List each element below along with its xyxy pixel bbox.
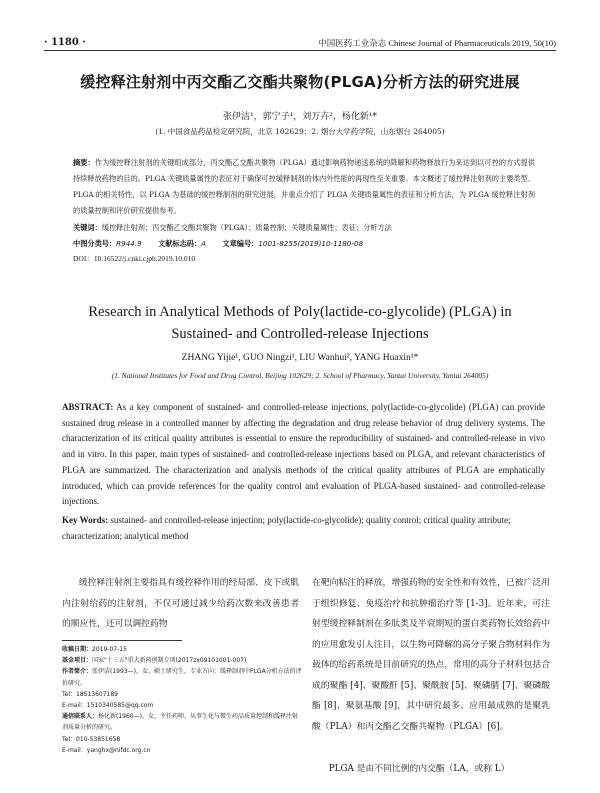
author-tel: Tel：18513607189 [62,690,118,698]
affiliation-english: (1. National Institutes for Food and Drug Control, Beijing 102629; 2. School of Pharmacy, Yantai University, Yantai 264005) [111,371,489,380]
page-number: · 1180 · [44,37,86,48]
doi: DOI：10.16522/j.cnki.cjph.2019.10.010 [73,254,196,263]
fund-text: 国家"十三五"重大新药创制专项(2017zx09101001-007) [92,657,247,665]
author-bio-label: 作者简介： [62,668,93,676]
body-right-next-paragraph: PLGA 是由不同比例的内交酯（LA，或称 L） [328,764,510,774]
title-chinese: 缓控释注射剂中丙交酯乙交酯共聚物(PLGA)分析方法的研究进展 [80,73,520,91]
affiliation-chinese: (1. 中国食品药品检定研究院，北京 102629；2. 烟台大学药学院，山东烟台 264005) [155,127,445,136]
doc-code-value: A [201,239,207,248]
article-no-value: 1001-8255(2019)10-1180-08 [258,239,364,248]
classification-line [73,236,535,252]
keywords-text: 缓控释注射剂；丙交酯乙交酯共聚物（PLGA）；质量控制；关键质量属性；表征；分析方法 [101,223,392,232]
authors-english: ZHANG Yijie¹, GUO Ningzi¹, LIU Wanhui², YANG Huaxin¹* [181,353,419,363]
keywords-english-label: Key Words: [62,515,109,525]
footnotes [62,644,302,756]
class-label: 中图分类号： [73,239,117,248]
title-english [60,301,540,345]
abstract-chinese [73,155,535,219]
keywords-chinese [73,220,535,236]
fund-label: 基金项目： [62,657,93,665]
abstract-english [62,400,545,510]
body-left-paragraph: 缓控释注射剂主要指具有缓控释作用的经局部、皮下或肌内注射给药的注射剂，不仅可通过减少给药次数来改善患者的顺应性，还可以调控药物 [62,578,299,629]
author-email: E-mail：1510340585@qq.com [62,702,154,710]
doc-code-label: 文献标志码： [158,239,202,248]
footnote-rule [62,640,182,641]
received-date: 2019-07-15 [92,646,127,653]
keywords-label: 关键词： [73,223,102,232]
body-right-paragraph: 在靶向粘注的释放，增强药物的安全性和有效性，已被广泛用于组织修复、免疫治疗和抗肿瘤治疗等 [1-3]。近年来，可注射型缓控释制剂在多肽类及半衰期短的蛋白类药物长效给药中的应用愈发引人注目，以生物可降解的高分子聚合物材料作为载体的给药系统是目前研究的热点，常用的高分子材料包括合成的聚酯 [4]、聚酸酐 [5]、聚酰胺 [5]、聚磷腈 [7]、聚磷酸酯 [8]、聚氨基酸 [9]，其中研究最多、应用最成熟的是聚乳酸（PLA）和丙交酯乙交酯共聚物（PLGA）[6]。 [312,578,550,732]
class-value: R944.9 [116,239,142,248]
title-english-line1: Research in Analytical Methods of Poly(lactide-co-glycolide) (PLGA) in [88,304,512,320]
header-rule [44,50,556,51]
corresponding-tel: Tel：010-53851658 [62,735,121,743]
author-bio: 张伊洁(1993—)，女，硕士研究生，专业方向：缓释制剂中PLGA分析方法的评价研究。 [62,668,302,687]
abstract-english-text: As a key component of sustained- and controlled-release injections, poly(lactide-co-glycolide) (PLGA) can provide sustained drug release in a controlled manner by affecting the degradation and drug release behavior of drug delivery systems. The characterization of its critical quality attributes is essential to ensure the reproducibility of sustained- and controlled-release in vivo and in vitro. In this paper, main types of sustained- and controlled-release injections based on PLGA, and relevant characteristics of PLGA are summarized. The characterization and analysis methods of the critical quality attributes of PLGA are emphatically introduced, which can provide references for the quality control and evaluation of PLGA-based sustained- and controlled-release injections. [62,402,546,507]
article-no-label: 文章编号： [222,239,259,248]
corresponding-bio: 杨化新(1960—)，女，主任药师，从事生化与微生药品质量控制和缓释注射剂质量分析的研究。 [62,713,298,732]
title-english-line2: Sustained- and Controlled-release Injections [171,326,429,342]
abstract-text: 作为缓控释注射剂的关键组成部分，丙交酯乙交酯共聚物（PLGA）通过影响药物递送系统的降解和药物释放行为来达到以可控的方式提供持续释放药物的目的。PLGA 关键质量属性的表征对于确保可控缓释制剂的体内外性能的再现性至关重要。本文概述了缓控释注射剂的主要类型、PLGA 的相关特性，以 PLGA 为基础的缓控释制剂的研究进展，并重点介绍了 PLGA 关键质量属性的表征和分析方法，为 PLGA 缓控释注射剂的质量控制和评价研究提供参考。 [73,158,535,215]
corresponding-email: E-mail：yanghx@nifdc.org.cn [62,746,151,754]
keywords-english-text: sustained- and controlled-release injection; poly(lactide-co-glycolide); quality control; critical quality attribute; characterization; analytical method [62,515,511,541]
journal-header: 中国医药工业杂志 Chinese Journal of Pharmaceuticals 2019, 50(10) [318,38,556,48]
keywords-english [62,513,545,544]
authors-chinese: 张伊洁¹，郭宁子¹，刘万卉²，杨化新¹* [223,112,377,122]
corresponding-label: 通信联系人： [62,713,99,721]
received-label: 收稿日期： [62,646,93,653]
abstract-english-label: ABSTRACT: [62,402,114,412]
abstract-label: 摘要： [73,158,95,167]
